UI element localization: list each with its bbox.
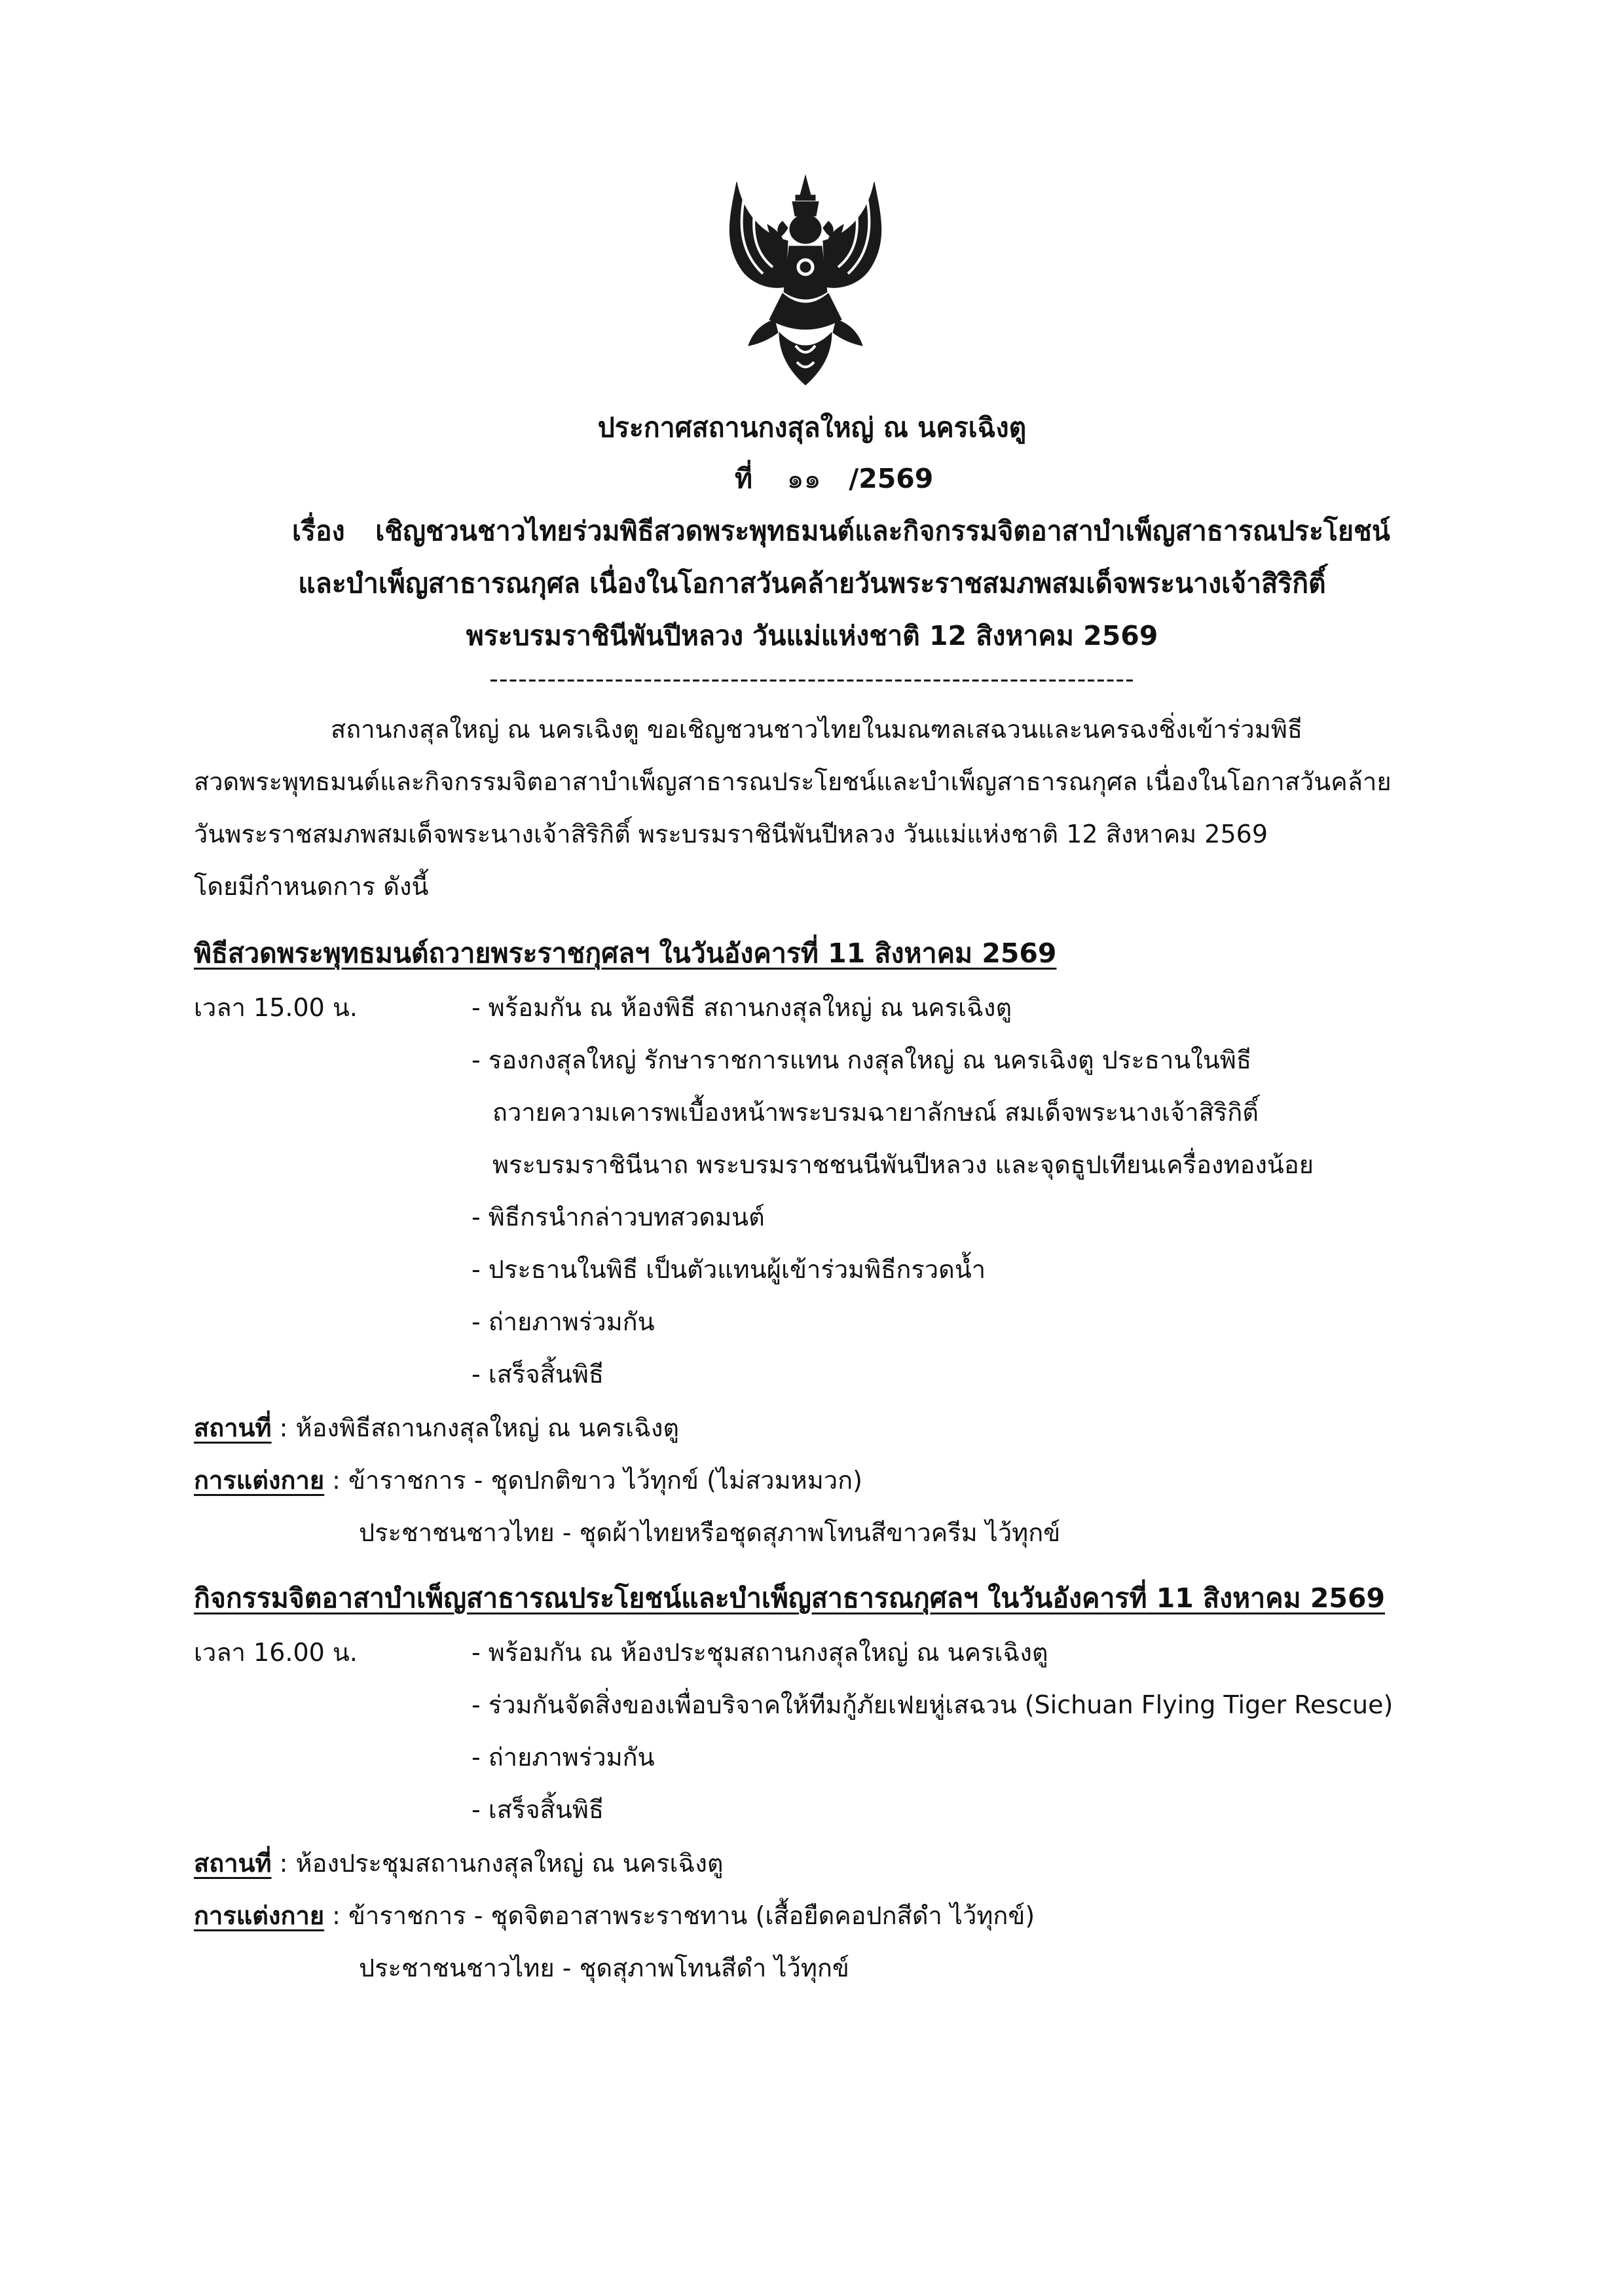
section2-item: - ถ่ายภาพร่วมกัน	[471, 1743, 655, 1772]
garuda-emblem-icon	[704, 169, 907, 392]
section1-item-continued: ถวายความเคารพเบื้องหน้าพระบรมฉายาลักษณ์ สมเด็จพระนางเจ้าสิริกิติ์	[492, 1098, 1259, 1127]
venue-label: สถานที่	[194, 1849, 272, 1878]
dress-label: การแต่งกาย	[194, 1466, 325, 1495]
intro-line-1: สถานกงสุลใหญ่ ณ นครเฉิงตู ขอเชิญชวนชาวไทยในมณฑลเสฉวนและนครฉงชิ่งเข้าร่วมพิธี	[331, 715, 1303, 744]
number-handwritten: ๑๑	[786, 463, 821, 494]
section2-heading: กิจกรรมจิตอาสาบำเพ็ญสาธารณประโยชน์และบำเพ็ญสาธารณกุศลฯ ในวันอังคารที่ 11 สิงหาคม 2569	[194, 1582, 1386, 1614]
subject-line-1	[292, 514, 1390, 548]
section1-item: - พิธีกรนำกล่าวบทสวดมนต์	[471, 1203, 765, 1231]
section2-item: - พร้อมกัน ณ ห้องประชุมสถานกงสุลใหญ่ ณ นครเฉิงตู	[471, 1638, 1048, 1667]
section1-item: - พร้อมกัน ณ ห้องพิธี สถานกงสุลใหญ่ ณ นครเฉิงตู	[471, 993, 1012, 1022]
separator-line: -------------------------------------------------------------------	[489, 665, 1135, 693]
dress-label: การแต่งกาย	[194, 1901, 325, 1930]
section1-dress-line-2: ประชาชนชาวไทย - ชุดผ้าไทยหรือชุดสุภาพโทนสีขาวครีม ไว้ทุกข์	[359, 1518, 1061, 1547]
section2-dress	[194, 1900, 1035, 1931]
subject-label: เรื่อง	[292, 515, 345, 547]
announcement-number	[735, 462, 933, 496]
venue-text: : ห้องพิธีสถานกงสุลใหญ่ ณ นครเฉิงตู	[271, 1413, 680, 1442]
section1-item: - รองกงสุลใหญ่ รักษาราชการแทน กงสุลใหญ่ ณ นครเฉิงตู ประธานในพิธี	[471, 1046, 1252, 1074]
dress-text: : ข้าราชการ - ชุดจิตอาสาพระราชทาน (เสื้อยืดคอปกสีดำ ไว้ทุกข์)	[324, 1901, 1035, 1930]
section1-item: - เสร็จสิ้นพิธี	[471, 1360, 604, 1389]
venue-label: สถานที่	[194, 1413, 272, 1442]
section1-item-continued: พระบรมราชินีนาถ พระบรมราชชนนีพันปีหลวง และจุดธูปเทียนเครื่องทองน้อย	[492, 1150, 1314, 1179]
section2-venue	[194, 1848, 724, 1879]
subject-line-2: และบำเพ็ญสาธารณกุศล เนื่องในโอกาสวันคล้ายวันพระราชสมภพสมเด็จพระนางเจ้าสิริกิติ์	[298, 568, 1326, 599]
dress-text: : ข้าราชการ - ชุดปกติขาว ไว้ทุกข์ (ไม่สวมหมวก)	[324, 1466, 862, 1495]
announcement-title: ประกาศสถานกงสุลใหญ่ ณ นครเฉิงตู	[597, 412, 1027, 443]
section2-dress-line-2: ประชาชนชาวไทย - ชุดสุภาพโทนสีดำ ไว้ทุกข์	[359, 1954, 849, 1982]
section1-heading: พิธีสวดพระพุทธมนต์ถวายพระราชกุศลฯ ในวันอังคารที่ 11 สิงหาคม 2569	[194, 938, 1057, 969]
intro-line-4: โดยมีกำหนดการ ดังนี้	[194, 872, 429, 901]
section1-dress	[194, 1465, 862, 1496]
subject-line-3: พระบรมราชินีพันปีหลวง วันแม่แห่งชาติ 12 สิงหาคม 2569	[466, 620, 1158, 651]
subject-text-1: เชิญชวนชาวไทยร่วมพิธีสวดพระพุทธมนต์และกิจกรรมจิตอาสาบำเพ็ญสาธารณประโยชน์	[375, 515, 1390, 547]
section2-item: - ร่วมกันจัดสิ่งของเพื่อบริจาคให้ทีมกู้ภัยเฟยหู่เสฉวน (Sichuan Flying Tiger Rescue)	[471, 1690, 1393, 1719]
section1-item: - ถ่ายภาพร่วมกัน	[471, 1307, 655, 1336]
section1-venue	[194, 1412, 679, 1444]
intro-line-3: วันพระราชสมภพสมเด็จพระนางเจ้าสิริกิติ์ พระบรมราชินีพันปีหลวง วันแม่แห่งชาติ 12 สิงหาคม 2569	[194, 820, 1268, 848]
venue-text: : ห้องประชุมสถานกงสุลใหญ่ ณ นครเฉิงตู	[271, 1849, 724, 1878]
section1-time: เวลา 15.00 น.	[194, 993, 358, 1022]
section2-item: - เสร็จสิ้นพิธี	[471, 1795, 604, 1824]
section2-time: เวลา 16.00 น.	[194, 1638, 358, 1667]
number-prefix: ที่	[735, 463, 753, 494]
number-suffix: /2569	[849, 463, 934, 494]
intro-line-2: สวดพระพุทธมนต์และกิจกรรมจิตอาสาบำเพ็ญสาธารณประโยชน์และบำเพ็ญสาธารณกุศล เนื่องในโอกาสวันคล้าย	[194, 767, 1392, 796]
section1-item: - ประธานในพิธี เป็นตัวแทนผู้เข้าร่วมพิธีกรวดน้ำ	[471, 1255, 986, 1284]
